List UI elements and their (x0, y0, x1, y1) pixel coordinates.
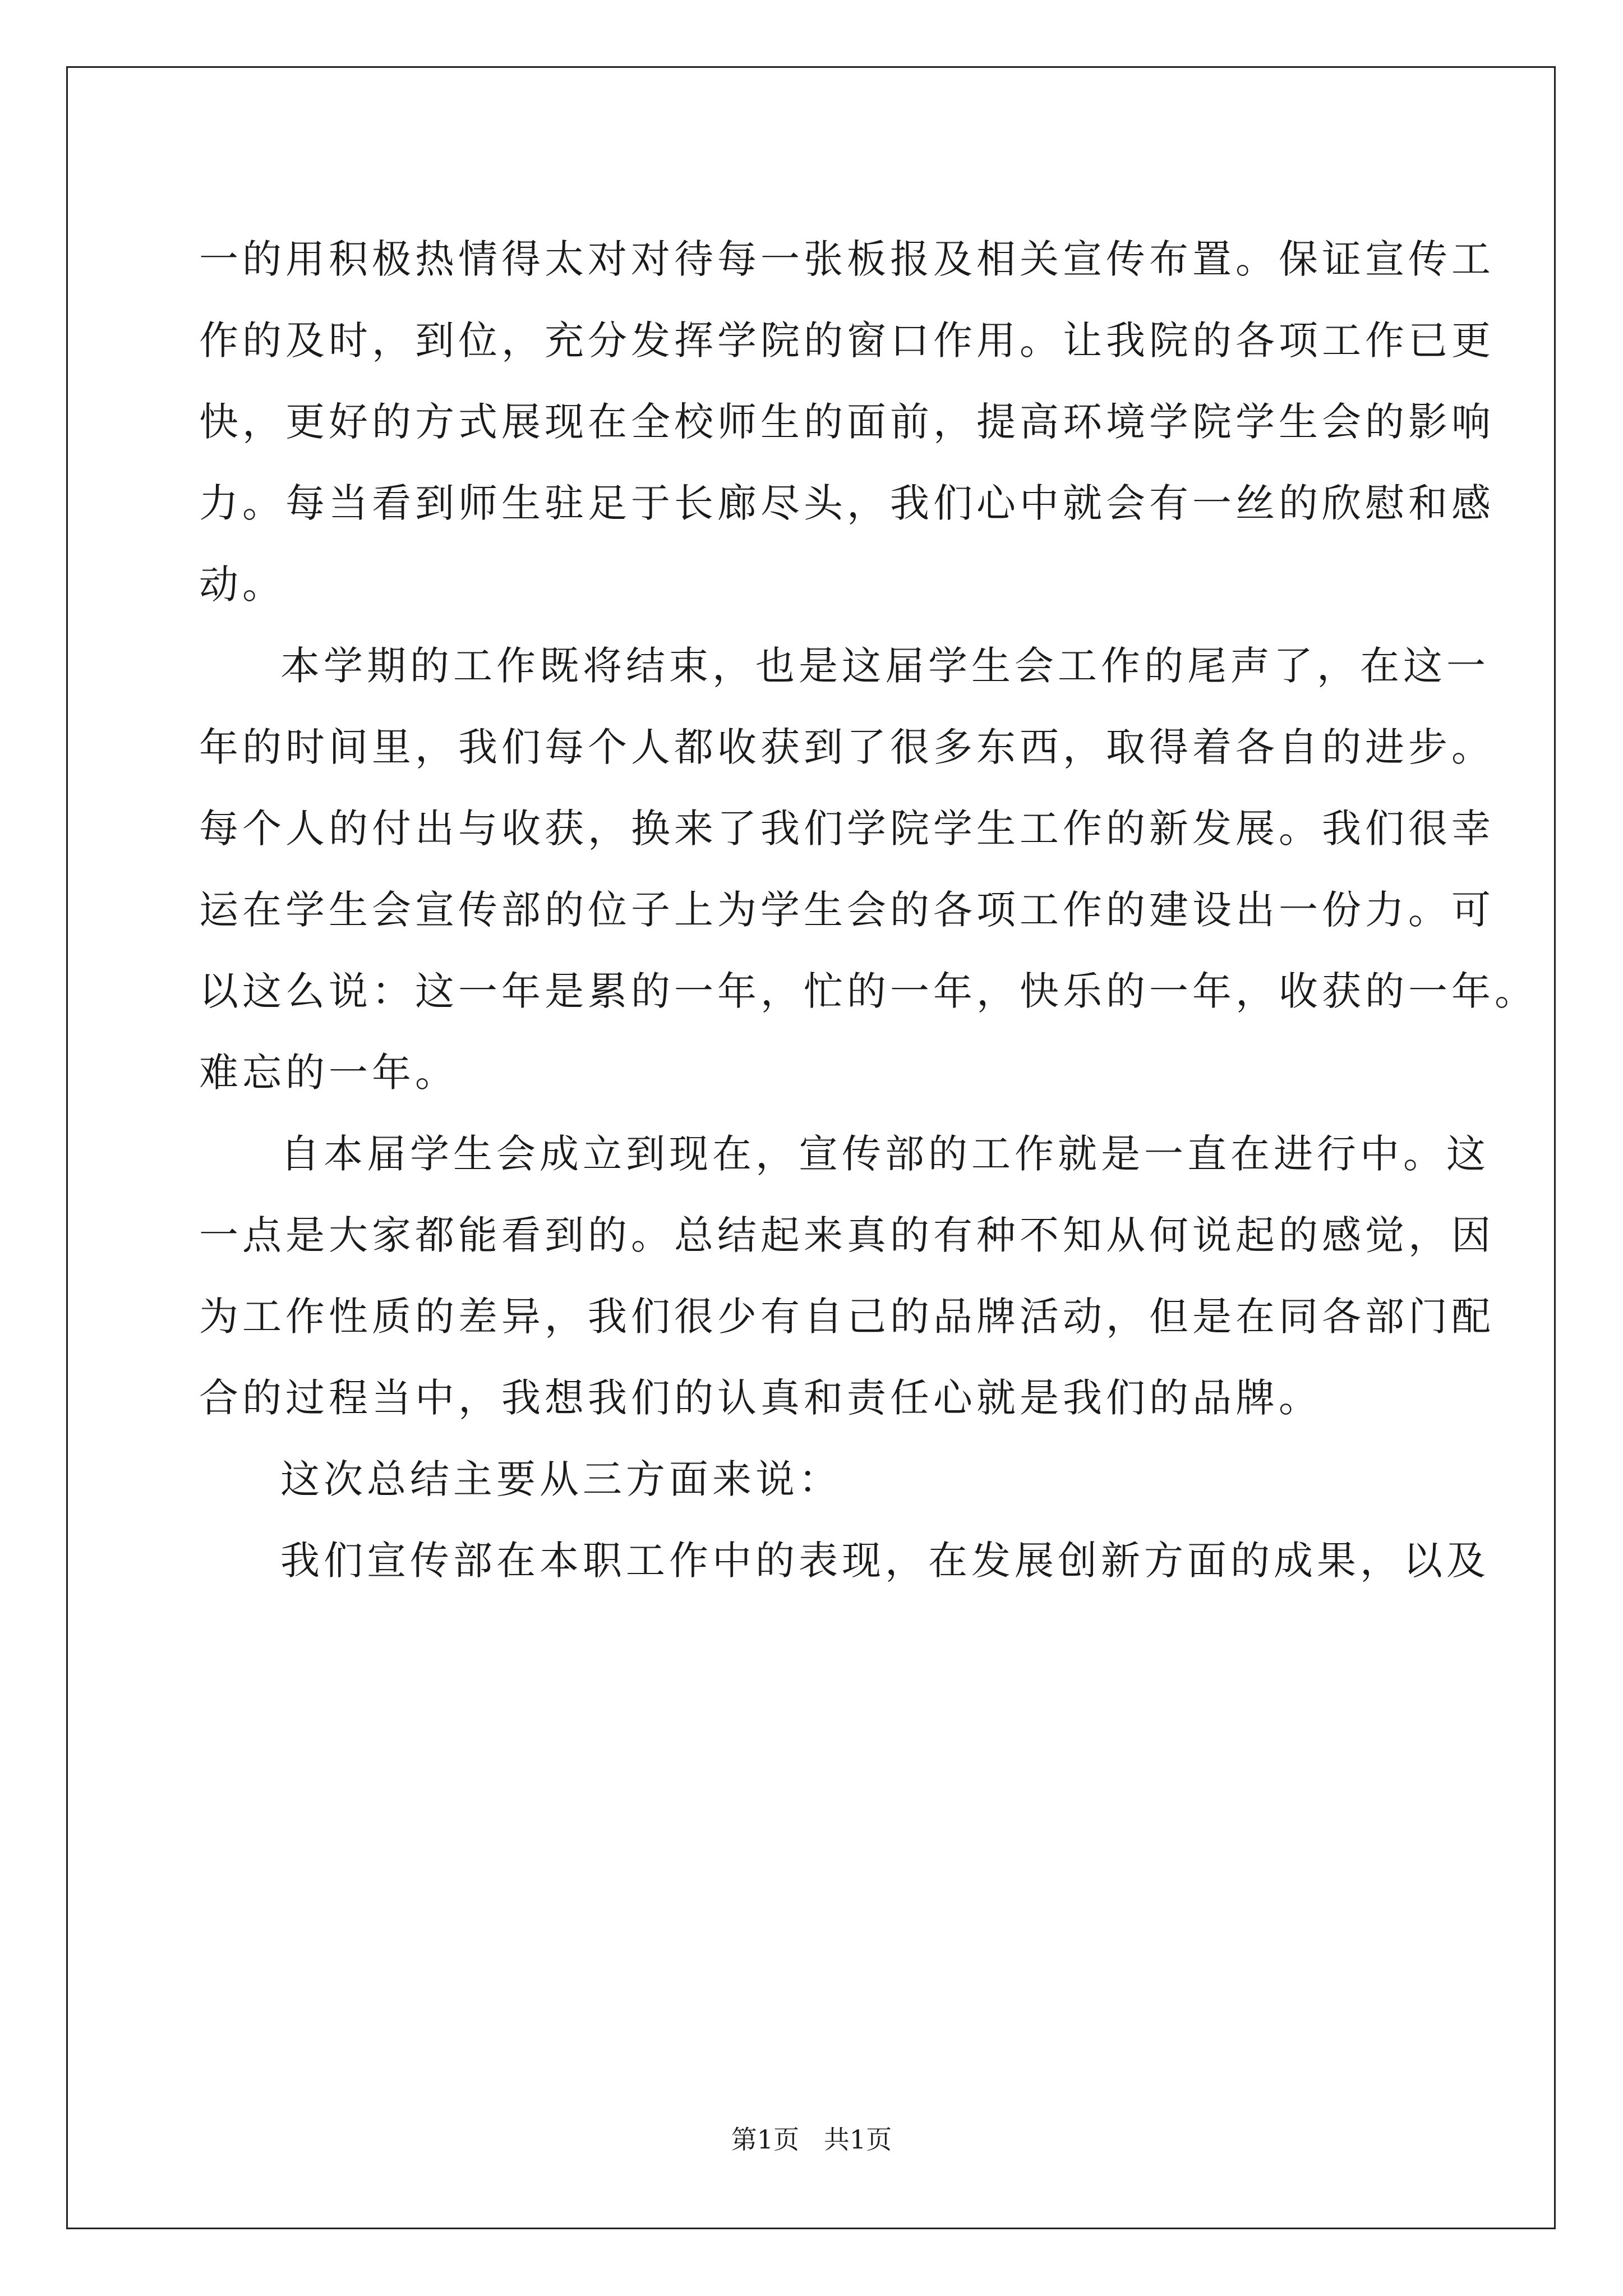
text-line: 一点是大家都能看到的。总结起来真的有种不知从何说起的感觉，因 (199, 1212, 1495, 1258)
text-line: 动。 (199, 562, 285, 608)
text-line: 合的过程当中，我想我们的认真和责任心就是我们的品牌。 (199, 1375, 1322, 1421)
text-line: 以这么说：这一年是累的一年，忙的一年，快乐的一年，收获的一年。 (199, 968, 1538, 1014)
text-line: 我们宣传部在本职工作中的表现，在发展创新方面的成果，以及 (280, 1538, 1490, 1584)
text-line: 这次总结主要从三方面来说： (280, 1456, 842, 1502)
text-line: 本学期的工作既将结束，也是这届学生会工作的尾声了，在这一 (280, 643, 1490, 689)
text-line: 快，更好的方式展现在全校师生的面前，提高环境学院学生会的影响 (199, 399, 1495, 445)
text-line: 作的及时，到位，充分发挥学院的窗口作用。让我院的各项工作已更 (199, 318, 1495, 364)
text-line: 运在学生会宣传部的位子上为学生会的各项工作的建设出一份力。可 (199, 887, 1495, 933)
text-line: 一的用积极热情得太对对待每一张板报及相关宣传布置。保证宣传工 (199, 236, 1495, 282)
text-line: 为工作性质的差异，我们很少有自己的品牌活动，但是在同各部门配 (199, 1294, 1495, 1340)
document-body (199, 219, 1538, 1602)
page-footer: 第1页 共1页 (731, 2124, 892, 2155)
text-line: 难忘的一年。 (199, 1050, 458, 1096)
text-line: 年的时间里，我们每个人都收获到了很多东西，取得着各自的进步。 (199, 724, 1495, 770)
text-line: 自本届学生会成立到现在，宣传部的工作就是一直在进行中。这 (280, 1131, 1490, 1177)
text-line: 力。每当看到师生驻足于长廊尽头，我们心中就会有一丝的欣慰和感 (199, 480, 1495, 526)
text-line: 每个人的付出与收获，换来了我们学院学生工作的新发展。我们很幸 (199, 806, 1495, 852)
